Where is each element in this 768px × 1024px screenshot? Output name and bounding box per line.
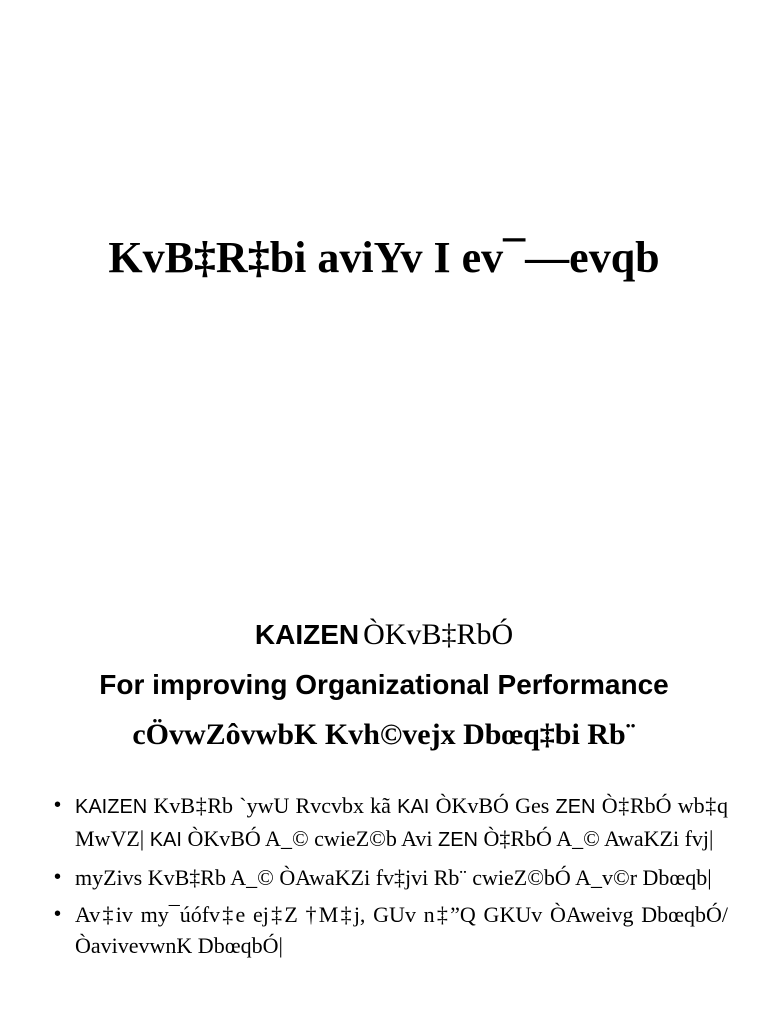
slide-title: KvB‡R‡bi aviYv I ev¯—evqb	[108, 233, 660, 282]
bullet-text-segment: ÒKvBÓ A_© cwieZ©b Avi	[181, 826, 438, 851]
subtitle-line-kaizen	[0, 610, 768, 660]
bullet-dot-icon: •	[54, 866, 62, 888]
bullet-dot-icon: •	[54, 794, 62, 816]
subtitle-kaizen-word: KAIZEN	[254, 619, 360, 650]
bullet-text-segment: KAI	[149, 829, 182, 851]
bullet-text-segment: Av‡iv my¯úófv‡e ej‡Z †M‡j, GUv n‡”Q GKUv ÒAweivg DbœqbÓ/ ÒavivevwnK DbœqbÓ|	[75, 902, 728, 958]
bullet-item	[50, 862, 728, 893]
subtitle-kaizen-bangla: ÒKvB‡RbÓ	[363, 618, 514, 651]
subtitle-block	[0, 610, 768, 760]
bullet-text-segment: Ò‡RbÓ wb‡q MwVZ|	[75, 793, 728, 851]
bullet-text-segment: KAIZEN	[75, 796, 148, 818]
bullet-item	[50, 790, 728, 856]
bullet-text-segment: ÒKvBÓ Ges	[429, 793, 556, 818]
bullet-text-segment: ZEN	[555, 796, 596, 818]
bullet-text-segment: myZivs KvB‡Rb A_© ÒAwaKZi fv‡jvi Rb¨ cwieZ©bÓ A_v©r Dbœqb|	[75, 865, 712, 890]
bullet-text-segment: Ò‡RbÓ A_© AwaKZi fvj|	[478, 826, 714, 851]
bullet-text-segment: KvB‡Rb `ywU Rvcvbx kã	[147, 793, 398, 818]
bullet-text-segment: ZEN	[438, 829, 478, 851]
bullet-text-segment: KAI	[397, 796, 430, 818]
bullet-item	[50, 899, 728, 961]
bullet-dot-icon: •	[54, 903, 62, 925]
subtitle-english-line: For improving Organizational Performance	[99, 669, 669, 700]
subtitle-bangla-line: cÖvwZôvwbK Kvh©vejx Dbœq‡bi Rb¨	[132, 718, 636, 751]
bullet-list	[50, 790, 728, 967]
